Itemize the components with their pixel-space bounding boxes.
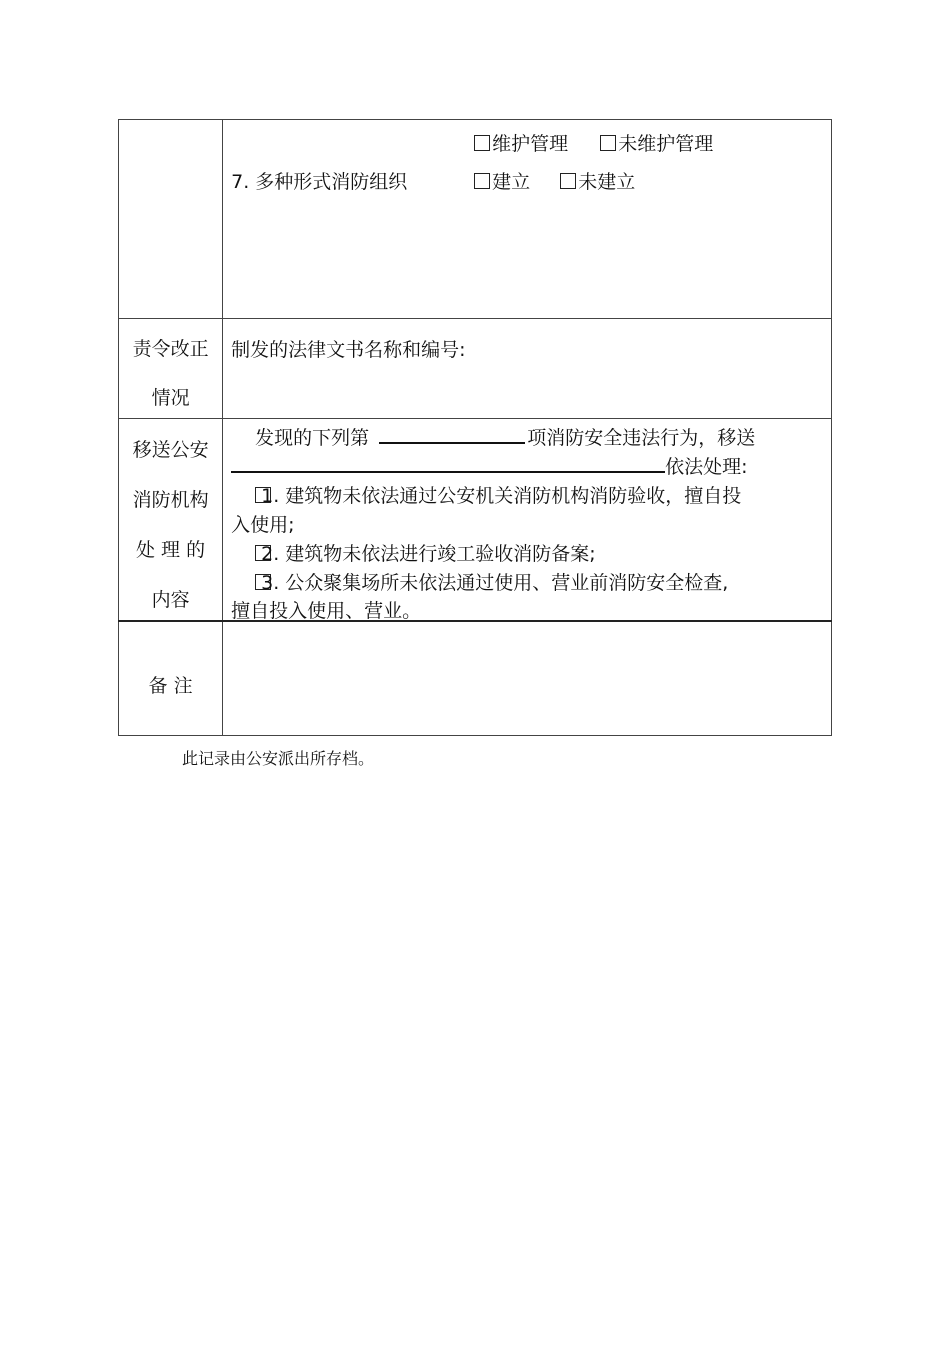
archive-note: 此记录由公安派出所存档。 — [182, 749, 375, 768]
correction-order-content-cell — [223, 319, 832, 419]
transfer-label-line2: 消防机构 — [132, 489, 209, 511]
fire-organization-row — [119, 120, 832, 319]
violation-intro-part2: 项消防安全违法行为，移送 — [527, 427, 756, 449]
not-established-checkbox[interactable] — [560, 173, 576, 189]
established-option-label: 建立 — [492, 171, 531, 193]
maintained-checkbox[interactable] — [474, 135, 490, 151]
not-established-option-label: 未建立 — [578, 171, 636, 193]
correction-order-row — [119, 319, 832, 419]
violation-item-2 — [255, 539, 596, 566]
correction-order-label-line2: 情况 — [151, 387, 190, 409]
violation-item-3 — [255, 568, 728, 595]
violation-1-text-line1: 1. 建筑物未依法通过公安机关消防机构消防验收，擅自投 — [261, 485, 742, 507]
violation-intro-part1: 发现的下列第 — [255, 427, 370, 449]
fire-organization-label-cell — [119, 120, 223, 319]
transfer-content-cell — [223, 419, 832, 621]
violation-item-1 — [255, 481, 741, 508]
legal-document-name-field[interactable]: 制发的法律文书名称和编号: — [231, 339, 466, 361]
transfer-content-label-cell — [119, 419, 223, 621]
correction-order-label-cell — [119, 319, 223, 419]
inspection-record-table — [118, 119, 832, 736]
transfer-target-field[interactable] — [231, 453, 665, 473]
violation-intro-line — [255, 423, 755, 450]
not-maintained-checkbox[interactable] — [600, 135, 616, 151]
violation-3-text-line2: 擅自投入使用、营业。 — [231, 600, 422, 622]
transfer-content-row — [119, 419, 832, 621]
remarks-input-cell[interactable] — [223, 621, 832, 736]
not-maintained-option-label: 未维护管理 — [618, 133, 714, 155]
violation-3-text-line1: 3. 公众聚集场所未依法通过使用、营业前消防安全检查, — [261, 572, 729, 594]
established-checkbox[interactable] — [474, 173, 490, 189]
correction-order-label-line1: 责令改正 — [132, 338, 209, 360]
fire-organization-content-cell — [223, 120, 832, 319]
transfer-label-line1: 移送公安 — [132, 439, 209, 461]
violation-2-text: 2. 建筑物未依法进行竣工验收消防备案; — [261, 543, 596, 565]
transfer-label-line4: 内容 — [151, 589, 190, 611]
remarks-label-cell — [119, 621, 223, 736]
transfer-label-line3: 处 理 的 — [136, 539, 206, 561]
violation-1-text-line2: 入使用; — [231, 514, 295, 536]
establishment-options — [474, 167, 635, 194]
remarks-label: 备 注 — [148, 674, 193, 697]
maintained-option-label: 维护管理 — [492, 133, 569, 155]
violation-intro-part3: 依法处理: — [665, 456, 748, 478]
transfer-target-line — [231, 452, 747, 479]
item-7-label: 7. 多种形式消防组织 — [231, 171, 408, 193]
remarks-row — [119, 621, 832, 736]
violation-item-number-field[interactable] — [379, 424, 525, 444]
maintenance-options — [474, 129, 713, 156]
